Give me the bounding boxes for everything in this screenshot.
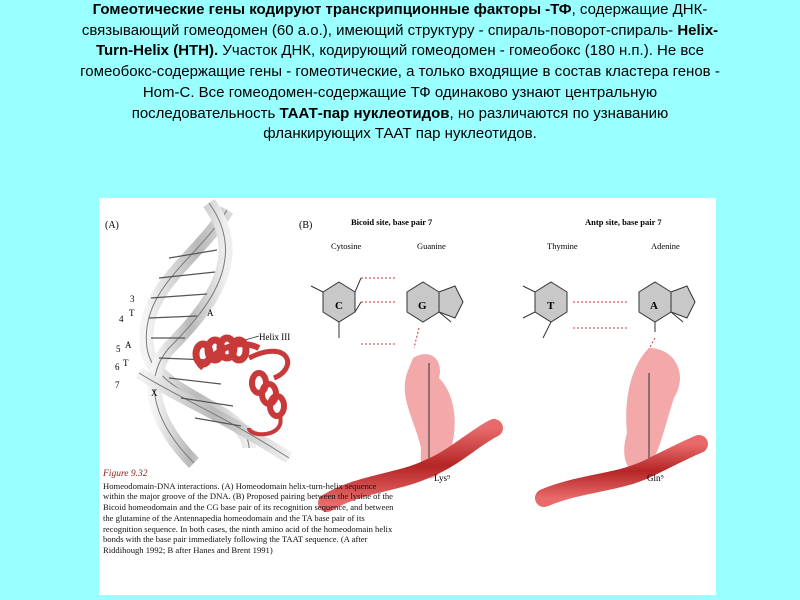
thymine-label: Thymine (547, 241, 578, 251)
antp-title: Antp site, base pair 7 (585, 217, 662, 227)
text-part-2: , содержащие ДНК- связывающий гомеодомен (60 а.о.), имеющий структуру - спираль-поворот-спираль- (81, 1, 708, 39)
figure-image (99, 198, 716, 595)
guanine-label: Guanine (417, 241, 446, 251)
lys-label: Lys⁹ (434, 473, 451, 483)
dna-number-5: 5 (116, 344, 121, 354)
panel-a-label: (A) (105, 220, 119, 231)
cytosine-label: Cytosine (331, 241, 362, 251)
dna-letter-a1: A (207, 308, 214, 318)
text-bold-1: Гомеотические гены кодируют транскрипционные факторы -ТФ (92, 1, 572, 18)
panel-b-label: (B) (299, 220, 313, 231)
ring-t: T (547, 300, 555, 312)
helix-iii-label: Helix III (259, 332, 291, 342)
dna-letter-t1: T (129, 308, 135, 318)
text-part-4: Участок ДНК, кодирующий гомеодомен - гомеобокс (180 н.п.). Не все гомеобокс-содержащие гены - гомеотические, а только входящие в состав кластера генов - Hom-C. Все гомеодомен-содержащие ТФ одинаково узнают центральную последовательность (80, 42, 720, 122)
ring-a: A (650, 300, 658, 312)
homeodomain-protein (196, 338, 288, 434)
adenine-ring (639, 282, 695, 322)
ring-c: C (335, 300, 343, 312)
text-part-6: , но различаются по узнаванию фланкирующих ТААТ пар нуклеотидов. (263, 104, 669, 143)
glutamine-backbone-tube (544, 444, 699, 498)
bicoid-title: Bicoid site, base pair 7 (351, 217, 433, 227)
dna-number-7: 7 (115, 380, 120, 390)
dna-letter-x: X (151, 388, 158, 398)
dna-letter-t2: T (123, 358, 129, 368)
dna-number-3: 3 (130, 294, 135, 304)
text-bold-3: Helix-Turn-Helix (HTH). (95, 21, 719, 60)
dna-number-4: 4 (119, 314, 124, 324)
text-bold-5: ТААТ-пар нуклеотидов (279, 104, 450, 122)
adenine-label: Adenine (651, 241, 680, 251)
dna-number-6: 6 (115, 362, 120, 372)
figure-caption (103, 469, 399, 556)
guanine-ring (407, 282, 463, 322)
dna-letter-a2: A (125, 340, 132, 350)
slide-text (80, 0, 720, 145)
gln-label: Gln⁹ (647, 473, 664, 483)
caption-title: Figure 9.32 (103, 469, 148, 479)
caption-body: Homeodomain-DNA interactions. (A) Homeodomain helix-turn-helix sequence within the major groove of the DNA. (B) Proposed pairing between the lysine of the Bicoid homeodomain and the CG base pair of its recognition sequence, and between the glutamine of the Antennapedia homeodomain and the TA base pair of its recognition sequence. In both cases, the ninth amino acid of the homeodomain helix bonds with the base pair immediately following the TAAT sequence. (A after Riddihough 1992; B after Hanes and Brent 1991) (103, 480, 394, 555)
ring-g: G (418, 300, 427, 312)
